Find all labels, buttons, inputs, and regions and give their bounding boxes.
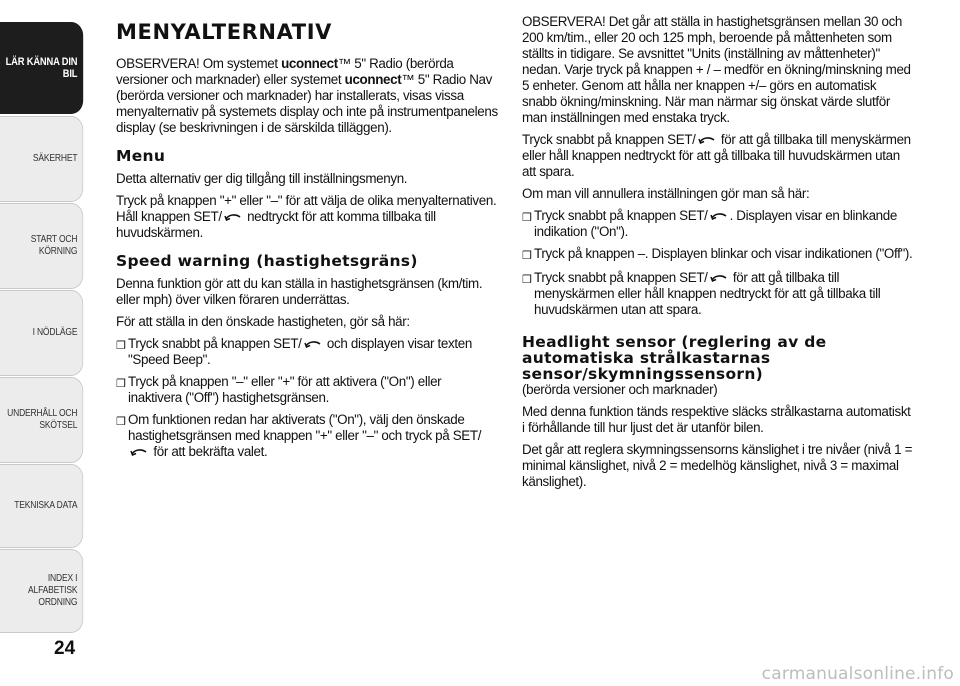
cancel-intro: Om man vill annullera inställningen gör man så här:	[522, 186, 810, 201]
tab-tekniska-data[interactable]	[0, 464, 83, 548]
list-item: ❒ Tryck på knappen "–" eller "+" för att aktivera ("On") eller inaktivera ("Off") hastighetsgränsen.	[116, 374, 442, 405]
list-item: ❒ Om funktionen redan har aktiverats ("On"), välj den önskade hastighetsgränsen med knappen "+" eller "–" och tryck på SET/ för att bekräfta valet.	[116, 412, 482, 459]
intro-paragraph: OBSERVERA! Om systemet uconnect™ 5" Radio (berörda versioner och marknader) eller systemet uconnect™ 5" Radio Nav (berörda versioner och marknader) har installerats, visas vissa menyalternativ på systemets display och inte på instrumentpanelens display (se beskrivningen i de särskilda tilläggen).	[116, 56, 498, 135]
tab-i-nodlage[interactable]	[0, 290, 83, 376]
hollow-square-icon: ❒	[522, 212, 532, 224]
hollow-square-icon: ❒	[116, 378, 126, 390]
return-arrow-icon	[130, 447, 148, 457]
speed-paragraph-1: Denna funktion gör att du kan ställa in hastighetsgränsen (km/tim. eller mph) över vilken föraren underrättas.	[116, 276, 483, 307]
limit-paragraph: OBSERVERA! Det går att ställa in hastighetsgränsen mellan 30 och 200 km/tim., eller 20 och 125 mph, beroende på måttenheten som ställts in tidigare. Se avsnittet "Units (inställning av måttenheter)" nedan. Varje tryck på knappen + / – medför en ökning/minskning med 5 enheter. Genom att hålla ner knappen +/– görs en automatisk snabb ökning/minskning. När man närmar sig önskat värde slutför man inställningen med enstaka tryck.	[522, 14, 911, 125]
tab-start-och-korning[interactable]	[0, 203, 83, 289]
right-column	[522, 14, 914, 496]
headlight-paragraph-1: Med denna funktion tänds respektive släcks strålkastarna automatiskt i förhållande till hur ljust det är utanför bilen.	[522, 404, 911, 435]
return-arrow-icon	[304, 339, 322, 349]
list-item: ❒ Tryck snabbt på knappen SET/ . Displayen visar en blinkande indikation ("On").	[522, 208, 897, 239]
tab-sakerhet[interactable]	[0, 116, 83, 202]
tab-label: UNDERHÅLL OCH SKÖTSEL	[7, 408, 78, 431]
section-title: MENYALTERNATIV	[116, 20, 333, 44]
menu-paragraph-2: Tryck på knappen "+" eller "–" för att välja de olika menyalternativen. Håll knappen SET/ nedtryckt för att komma tillbaka till huvudskärmen.	[116, 193, 497, 240]
list-item: ❒ Tryck på knappen –. Displayen blinkar och visar indikationen ("Off").	[522, 246, 913, 262]
tab-label: TEKNISKA DATA	[14, 500, 78, 511]
tab-label: SÄKERHET	[32, 153, 78, 164]
menu-paragraph-1: Detta alternativ ger dig tillgång till inställningsmenyn.	[116, 171, 408, 186]
tab-lar-kanna-din-bil[interactable]	[0, 22, 83, 114]
list-item: ❒ Tryck snabbt på knappen SET/ och displayen visar texten "Speed Beep".	[116, 336, 472, 367]
return-arrow-icon	[698, 135, 716, 145]
return-arrow-icon	[710, 273, 728, 283]
chapter-sidebar	[0, 0, 100, 640]
list-item: ❒ Tryck snabbt på knappen SET/ för att gå tillbaka till menyskärmen eller håll knappen nedtryckt för att gå tillbaka till huvudskärmen utan att spara.	[522, 270, 881, 317]
watermark: carmanualsonline.info	[761, 664, 954, 684]
headlight-note: (berörda versioner och marknader)	[522, 382, 718, 397]
tab-label: INDEX I ALFABETISK ORDNING	[28, 573, 78, 608]
hollow-square-icon: ❒	[522, 274, 532, 286]
return-arrow-icon	[224, 212, 242, 222]
tab-underhall-och-skotsel[interactable]	[0, 377, 83, 463]
return-paragraph: Tryck snabbt på knappen SET/ för att gå tillbaka till menyskärmen eller håll knappen nedtryckt för att gå tillbaka till huvudskärmen utan att spara.	[522, 132, 911, 179]
return-arrow-icon	[710, 211, 728, 221]
speed-paragraph-2: För att ställa in den önskade hastigheten, gör så här:	[116, 314, 410, 329]
menu-heading: Menu	[116, 147, 166, 165]
hollow-square-icon: ❒	[522, 250, 532, 262]
tab-label: START OCH KÖRNING	[30, 234, 78, 257]
page-number: 24	[54, 638, 76, 659]
speed-warning-heading: Speed warning (hastighetsgräns)	[116, 252, 418, 270]
hollow-square-icon: ❒	[116, 340, 126, 352]
left-column	[116, 14, 498, 466]
tab-label: LÄR KÄNNA DIN BIL	[5, 56, 78, 80]
tab-index[interactable]	[0, 549, 83, 633]
headlight-paragraph-2: Det går att reglera skymningssensorns känslighet i tre nivåer (nivå 1 = minimal känslighet, nivå 2 = medelhög känslighet, nivå 3 = maximal känslighet).	[522, 442, 913, 489]
headlight-sensor-heading: Headlight sensor (reglering av de automatiska strålkastarnas sensor/skymningssensorn)	[522, 333, 827, 383]
hollow-square-icon: ❒	[116, 416, 126, 428]
tab-label: I NÖDLÄGE	[32, 327, 78, 338]
